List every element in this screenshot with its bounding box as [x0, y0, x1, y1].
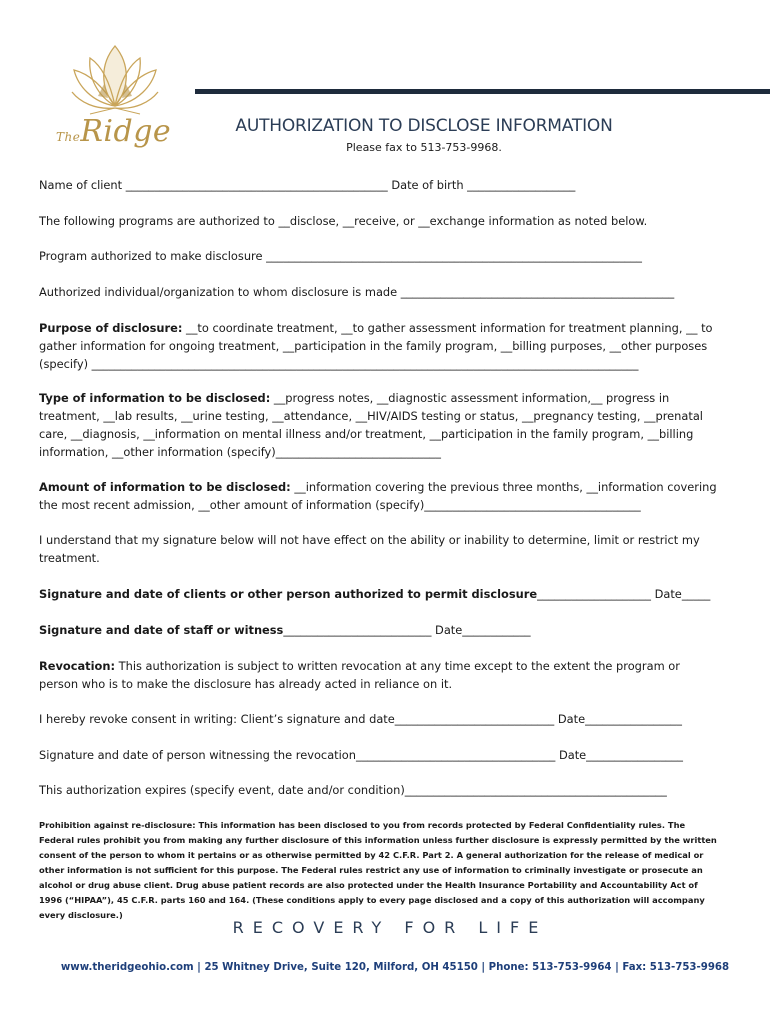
authorized-individual-line: Authorized individual/organization to whom disclosure is made ________________________________________________ [39, 285, 675, 299]
amount-label: Amount of information to be disclosed: [39, 480, 291, 494]
redisclosure-notice: Prohibition against re-disclosure: This information has been disclosed to you from records protected by Federal Confidentiality rules. The Federal rules prohibit you from making any further disclosure of this information unless further disclosure is expressly permitted by the written consent of the person to whom it pertains or as otherwise permitted by 42 C.F.R. Part 2. A general authorization for the release of medical or other information is not sufficient for this purpose. The Federal rules restrict any use of information to criminally investigate or prosecute an alcohol or drug abuse client. Drug abuse patient records are also protected under the Health Insurance Portability and Accountability Act of 1996 (“HIPAA”), 45 C.F.R. parts 160 and 164. (These conditions apply to every page disclosed and a copy of this authorization will accompany every disclosure.) [39, 820, 717, 920]
document-title: AUTHORIZATION TO DISCLOSE INFORMATION [235, 116, 613, 136]
purpose-label: Purpose of disclosure: [39, 321, 183, 335]
witness-revocation-line: Signature and date of person witnessing the revocation___________________________________ Date_________________ [39, 748, 683, 762]
tagline: RECOVERY FOR LIFE [232, 918, 548, 937]
client-name-dob-line: Name of client ______________________________________________ Date of birth ___________________ [39, 178, 576, 192]
client-signature-rest: ____________________ Date_____ [537, 587, 711, 601]
staff-signature-line [39, 621, 531, 639]
client-signature-line [39, 585, 710, 603]
revocation-text: This authorization is subject to written revocation at any time except to the extent the program or person who is to make the disclosure has already acted in reliance on it. [39, 659, 680, 691]
logo-word-big: Ridge [80, 114, 172, 149]
client-signature-label: Signature and date of clients or other person authorized to permit disclosure [39, 587, 538, 601]
fax-instruction: Please fax to 513-753-9968. [346, 141, 502, 154]
type-info-label: Type of information to be disclosed: [39, 391, 271, 405]
understand-paragraph: I understand that my signature below will not have effect on the ability or inability to determine, limit or restrict my treatment. [39, 533, 700, 565]
footer-contact: www.theridgeohio.com | 25 Whitney Drive, Suite 120, Milford, OH 45150 | Phone: 513-753-9964 | Fax: 513-753-9968 [60, 962, 730, 973]
header-rule [195, 89, 770, 94]
type-info-text: __progress notes, __diagnostic assessment information,__ progress in treatment, __lab results, __urine testing, __attendance, __HIV/AIDS testing or status, __pregnancy testing, __prenatal care, __diagnosis, __information on mental illness and/or treatment, __participation in the family program, __billing information, __other information (specify)_____________________________ [39, 391, 703, 459]
expiration-line: This authorization expires (specify event, date and/or condition)______________________________________________ [39, 783, 667, 797]
programs-authorized-line: The following programs are authorized to __disclose, __receive, or __exchange information as noted below. [39, 214, 648, 228]
staff-signature-label: Signature and date of staff or witness [39, 623, 284, 637]
revoke-consent-line: I hereby revoke consent in writing: Client’s signature and date____________________________ Date_________________ [39, 712, 682, 726]
amount-text: __information covering the previous three months, __information covering the most recent admission, __other amount of information (specify)______________________________________ [39, 480, 717, 512]
purpose-paragraph [39, 319, 719, 373]
purpose-text: __to coordinate treatment, __to gather assessment information for treatment planning, __ to gather information for ongoing treatment, __participation in the family program, __billing purposes, __other purposes (specify) ________________________________________________________________________________________________ [39, 321, 713, 371]
logo-word-small: The [56, 130, 81, 144]
amount-paragraph [39, 478, 719, 514]
revocation-paragraph [39, 657, 719, 693]
type-info-paragraph [39, 389, 719, 461]
program-disclosure-line: Program authorized to make disclosure __________________________________________________________________ [39, 249, 643, 263]
revocation-label: Revocation: [39, 659, 116, 673]
staff-signature-rest: __________________________ Date____________ [283, 623, 531, 637]
